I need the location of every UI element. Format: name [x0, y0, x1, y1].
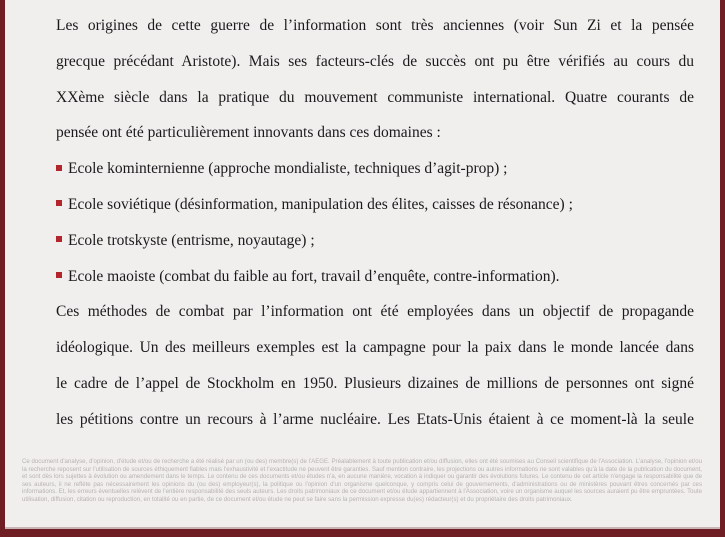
bullet-item: [56, 259, 694, 295]
bullet-square-icon: [56, 236, 62, 242]
paragraph-1-line: pensée ont été particulièrement innovants dans ces domaines :: [56, 124, 441, 142]
bullet-text: Ecole maoiste (combat du faible au fort, travail d’enquête, contre-information).: [68, 267, 560, 285]
paragraph-1-line: grecque précédant Aristote). Mais ses facteurs-clés de succès ont pu être vérifiés au cours du: [56, 52, 694, 70]
bullet-text: Ecole kominternienne (approche mondialiste, techniques d’agit-prop) ;: [68, 160, 508, 178]
paragraph-1-line: XXème siècle dans la pratique du mouvement communiste international. Quatre courants de: [56, 88, 694, 106]
bullet-text: Ecole soviétique (désinformation, manipulation des élites, caisses de résonance) ;: [68, 195, 573, 213]
paragraph-2-line: le cadre de l’appel de Stockholm en 1950. Plusieurs dizaines de millions de personnes ont signé: [56, 374, 694, 392]
page-frame-inner-rule: [5, 527, 720, 529]
paragraph-2-line: idéologique. Un des meilleurs exemples est la campagne pour la paix dans le monde lancée dans: [56, 339, 694, 357]
bullet-item: [56, 151, 694, 187]
bullet-square-icon: [56, 200, 62, 206]
bullet-item: [56, 223, 694, 259]
bullet-square-icon: [56, 165, 62, 171]
paragraph-2-line: Ces méthodes de combat par l’information ont été employées dans un objectif de propagande: [56, 303, 694, 321]
paragraph-2-line: les pétitions contre un recours à l’arme nucléaire. Les Etats-Unis étaient à ce moment-là la seule: [56, 410, 694, 428]
paragraph-1-line: Les origines de cette guerre de l’information sont très anciennes (voir Sun Zi et la pensée: [56, 17, 694, 34]
bullet-text: Ecole trotskyste (entrisme, noyautage) ;: [68, 231, 315, 249]
page-frame-left: [0, 0, 5, 537]
footer-disclaimer: Ce document d'analyse, d'opinion, d'étude et/ou de recherche a été réalisé par un (ou des) membre(s) de l'AEGE. Préalablement à toute publication et/ou diffusion, elles ont été soumises au Conseil scientifique de l'Association. L'analyse, l'opinion et/ou la recherche reposent sur l'utilisation de sources éthiquement fiables mais l'exhaustivité et l'exactitude ne peuvent être garanties. Sauf mention contraire, les projections ou autres informations ne sont valables qu'à la date de la publication du document, et sont dès lors sujettes à évolution ou amendement dans le temps. Le contenu de ces documents et/ou études n'a, en aucune manière, vocation à indiquer ou garantir des évolutions futures. Le contenu de cet article n'engage la responsabilité que de ses auteurs, il ne reflète pas nécessairement les opinions du (ou des) employeur(s), la politique ou l'opinion d'un organisme quelconque, y compris celui de gouvernements, d'administrations ou de ministères pouvant êtres concernés par ces informations. Et, les erreurs éventuelles relèvent de l'entière responsabilité des seuls auteurs. Les droits patrimoniaux de ce document et/ou étude appartiennent à l'Association, voire un organisme auquel les sources auraient pu être empruntées. Toute utilisation, diffusion, citation ou reproduction, en totalité ou en partie, de ce document et/ou étude ne peut se faire sans la permission expresse du(es) rédacteur(s) et du propriétaire des droits patrimoniaux.: [22, 458, 702, 503]
bullet-item: [56, 187, 694, 223]
page-frame-bottom: [0, 529, 725, 537]
bullet-square-icon: [56, 272, 62, 278]
body-text: [56, 8, 694, 438]
page-frame-right: [720, 0, 725, 537]
